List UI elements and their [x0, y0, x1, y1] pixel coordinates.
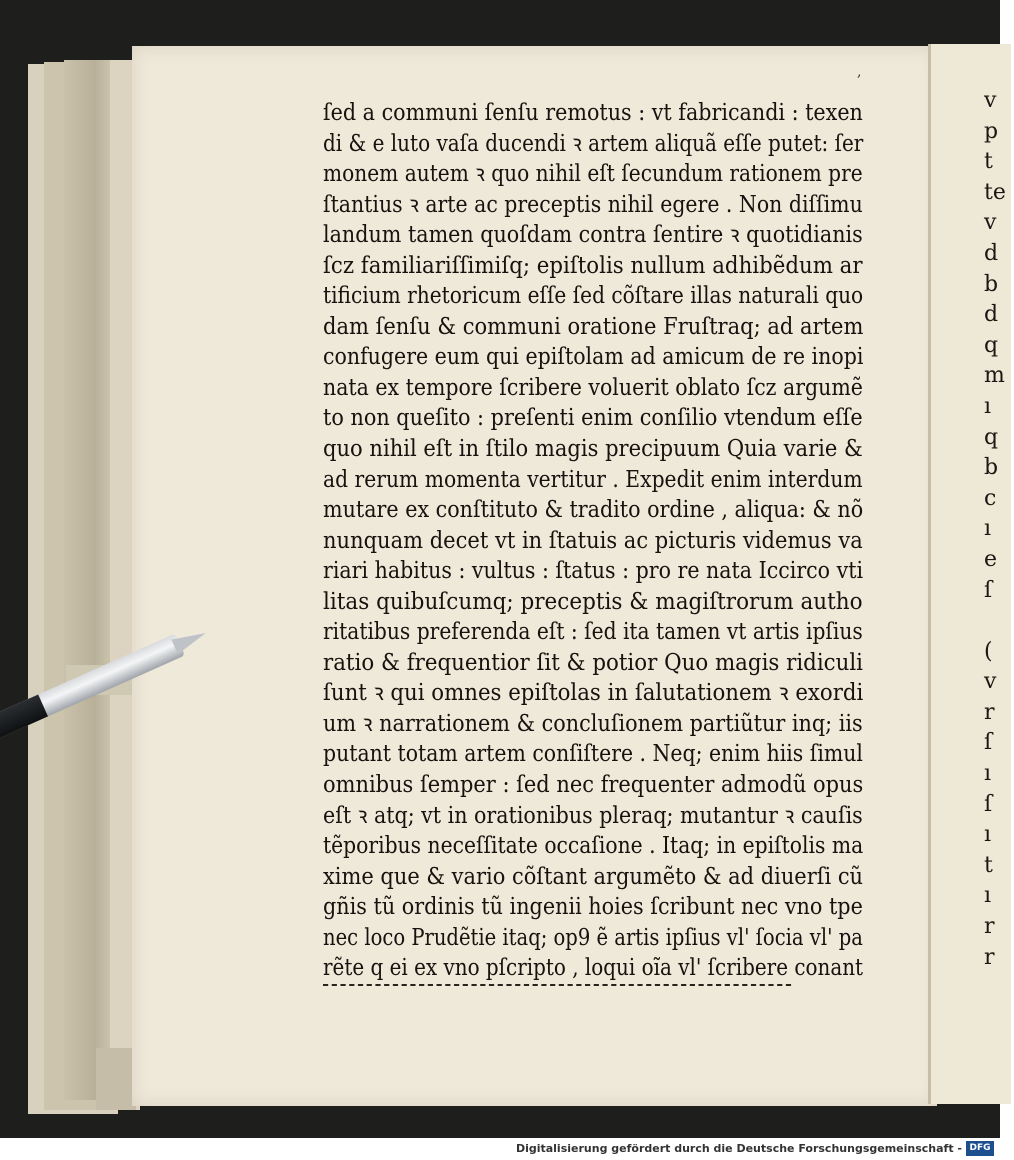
facing-line-fragment: d — [984, 302, 999, 328]
facing-line-fragment: ( — [984, 638, 993, 664]
text-line: nec loco Prudẽtie itaq; op9 ẽ artis ipſius vl' ſocia vl' pa — [323, 924, 863, 951]
facing-line-fragment: ſ — [984, 791, 993, 817]
text-line: mutare ex conſtituto & tradito ordine , aliqua: & nõ — [323, 497, 864, 524]
facing-line-fragment: m — [984, 363, 1005, 389]
facing-line-fragment: q — [984, 424, 999, 450]
text-line: ſunt ꝛ qui omnes epiſtolas in ſalutationem ꝛ exordi — [323, 680, 864, 707]
text-line: omnibus ſemper : ſed nec frequenter admodũ opus — [323, 772, 864, 799]
credit-text: Digitalisierung gefördert durch die Deutsche Forschungsgemeinschaft - — [515, 1142, 962, 1155]
facing-line-fragment: q — [984, 332, 999, 358]
text-line: ad rerum momenta vertitur . Expedit enim interdum — [323, 466, 863, 493]
facing-line-fragment: t — [984, 852, 993, 878]
text-line: rẽte q ei ex vno pſcripto , loqui oĩa vl' ſcribere conant — [323, 953, 791, 986]
page-text-block — [323, 98, 863, 986]
facing-line-fragment — [984, 606, 1014, 637]
footer — [0, 1138, 1000, 1160]
text-line: tificium rhetoricum eſſe ſed cõſtare illas naturali quo — [323, 283, 864, 310]
paper-slip — [96, 1048, 136, 1110]
text-line: nata ex tempore ſcribere voluerit oblato ſcz argumẽ — [323, 374, 863, 401]
facing-line-fragment: p — [984, 118, 999, 144]
facing-line-fragment: ſ — [984, 577, 993, 603]
facing-line-fragment: d — [984, 240, 999, 266]
text-line: xime que & vario cõſtant argumẽto & ad diuerſi cũ — [323, 863, 864, 890]
text-line: ſtantius ꝛ arte ac preceptis nihil egere . Non diſſimu — [323, 191, 863, 218]
text-line: ritatibus preferenda eſt : ſed ita tamen vt artis ipſius — [323, 619, 863, 646]
facing-page-text — [984, 86, 1014, 973]
text-line: di & e luto vaſa ducendi ꝛ artem aliquã eſſe putet: ſer — [323, 130, 864, 157]
text-line: tẽporibus neceſſitate occaſione . Itaq; in epiſtolis ma — [323, 833, 864, 860]
text-line: nunquam decet vt in ſtatuis ac picturis videmus va — [323, 527, 863, 554]
text-line: to non queſito : preſenti enim conſilio vtendum eſſe — [323, 405, 863, 432]
text-line: confugere eum qui epiſtolam ad amicum de re inopi — [323, 344, 864, 371]
facing-line-fragment: ı — [984, 822, 992, 848]
facing-line-fragment: r — [984, 699, 995, 725]
text-line: monem autem ꝛ quo nihil eſt ſecundum rationem pre — [323, 161, 863, 188]
facing-line-fragment: r — [984, 944, 995, 970]
text-line: gñis tũ ordinis tũ ingenii hoies ſcribunt nec vno tpe — [323, 894, 863, 921]
facing-line-fragment: ı — [984, 761, 992, 787]
text-line: landum tamen quoſdam contra ſentire ꝛ quotidianis — [323, 222, 863, 249]
text-line: dam ſenſu & communi oratione Fruſtraq; ad artem — [323, 313, 864, 340]
facing-line-fragment: v — [984, 88, 997, 113]
text-line: putant totam artem conſiſtere . Neq; enim hiis ſimul — [323, 741, 863, 768]
facing-line-fragment: b — [984, 455, 999, 481]
text-line: litas quibuſcumq; preceptis & magiſtrorum autho — [323, 588, 863, 615]
facing-line-fragment: c — [984, 485, 997, 511]
text-line: quo nihil eſt in ſtilo magis precipuum Quia varie & — [323, 436, 863, 463]
facing-line-fragment: te — [984, 179, 1006, 205]
facing-line-fragment: r — [984, 914, 995, 940]
facing-line-fragment: ı — [984, 883, 992, 909]
text-line: um ꝛ narrationem & concluſionem partiũtur inq; iis — [323, 710, 863, 737]
facing-line-fragment: t — [984, 149, 993, 175]
page-edge — [64, 60, 116, 1100]
text-line: riari habitus : vultus : ſtatus : pro re nata Iccirco vti — [323, 558, 864, 585]
facing-line-fragment: ı — [984, 393, 992, 419]
text-line: ſcz familiariſſimiſq; epiſtolis nullum adhibẽdum ar — [323, 252, 863, 279]
facing-line-fragment: ſ — [984, 730, 993, 756]
facing-line-fragment: ı — [984, 516, 992, 542]
facing-line-fragment: v — [984, 210, 997, 236]
facing-line-fragment: b — [984, 271, 999, 297]
folio-mark: , — [857, 64, 862, 80]
facing-line-fragment: e — [984, 546, 998, 572]
facing-line-fragment: v — [984, 669, 997, 695]
text-line: ſed a communi ſenſu remotus : vt fabricandi : texen — [323, 100, 863, 126]
text-line: eſt ꝛ atq; vt in orationibus pleraq; mutantur ꝛ cauſis — [323, 802, 863, 829]
dfg-logo: DFG — [966, 1141, 994, 1156]
text-line: ratio & frequentior ſit & potior Quo magis ridiculi — [323, 649, 863, 676]
pen-tip — [171, 626, 209, 654]
